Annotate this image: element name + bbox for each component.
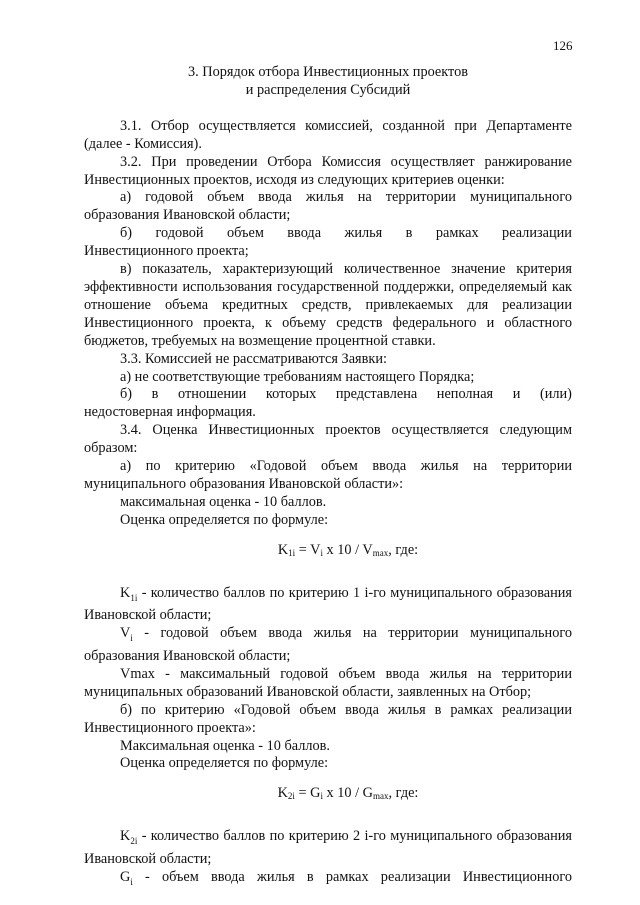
- paragraph-3-1: 3.1. Отбор осуществляется комиссией, созданной при Департаменте (далее - Комиссия).: [84, 117, 572, 152]
- section-title-line-2: и распределения Субсидий: [245, 81, 411, 98]
- criterion-c: в) показатель, характеризующий количественное значение критерия эффективности использования государственной поддержки, определяемый как отношение объема кредитных средств, привлекаемых для реализации Инвестиционного проекта, к объему средств федерального и областного бюджетов, требуемых на возмещение процентной ставки.: [84, 261, 572, 349]
- criterion-b-rest: Инвестиционного проекта;: [84, 243, 249, 260]
- page-number: 126: [553, 38, 573, 53]
- formula-intro-a: Оценка определяется по формуле:: [120, 511, 329, 528]
- paragraph-3-2: 3.2. При проведении Отбора Комиссия осуществляет ранжирование Инвестиционных проектов, исходя из следующих критериев оценки:: [84, 153, 572, 188]
- exclusion-b-first-line: б) в отношении которых представлена неполная и (или): [120, 386, 572, 403]
- formula-k1: $K_{1i} = V_i$ x $10 / V_{max}$, где:: [277, 541, 419, 558]
- formula-intro-b: Оценка определяется по формуле:: [120, 755, 329, 772]
- criterion-a: а) годовой объем ввода жилья на территории муниципального образования Ивановской области;: [84, 189, 572, 224]
- paragraph-3-4: 3.4. Оценка Инвестиционных проектов осуществляется следующим образом:: [84, 422, 572, 457]
- exclusion-b-rest: недостоверная информация.: [84, 404, 256, 421]
- formula-k2: $K_{2i} = G_i$ x $10 / G_{max}$, где:: [277, 785, 419, 802]
- section-title-line-1: 3. Порядок отбора Инвестиционных проектов: [188, 64, 468, 80]
- document-body: [84, 58, 572, 892]
- paragraph-3-3: 3.3. Комиссией не рассматриваются Заявки:: [120, 350, 387, 367]
- max-score-a: максимальная оценка - 10 баллов.: [120, 493, 327, 510]
- criterion-b-first-line: б) годовой объем ввода жилья в рамках реализации: [120, 225, 572, 242]
- definition-vmax: Vmax - максимальный годовой объем ввода жилья на территории муниципальных образований Ивановской области, заявленных на Отбор;: [84, 665, 572, 700]
- definition-g: $G_i$ - объем ввода жилья в рамках реализации Инвестиционного: [120, 868, 572, 887]
- exclusion-a: а) не соответствующие требованиям настоящего Порядка;: [120, 368, 475, 385]
- definition-k2: $K_{2i}$ - количество баллов по критерию 2 i-го муниципального образования Ивановской области;: [84, 828, 572, 868]
- assessment-b: б) по критерию «Годовой объем ввода жилья в рамках реализации Инвестиционного проекта»:: [84, 701, 572, 736]
- definition-k1: $K_{1i}$ - количество баллов по критерию 1 i-го муниципального образования Ивановской области;: [84, 584, 572, 624]
- assessment-a: а) по критерию «Годовой объем ввода жилья на территории муниципального образования Ивановской области»:: [84, 458, 572, 492]
- section-title: [84, 64, 572, 100]
- max-score-b: Максимальная оценка - 10 баллов.: [120, 737, 331, 754]
- definition-v: $V_i$ - годовой объем ввода жилья на территории муниципального образования Ивановской области;: [84, 625, 572, 664]
